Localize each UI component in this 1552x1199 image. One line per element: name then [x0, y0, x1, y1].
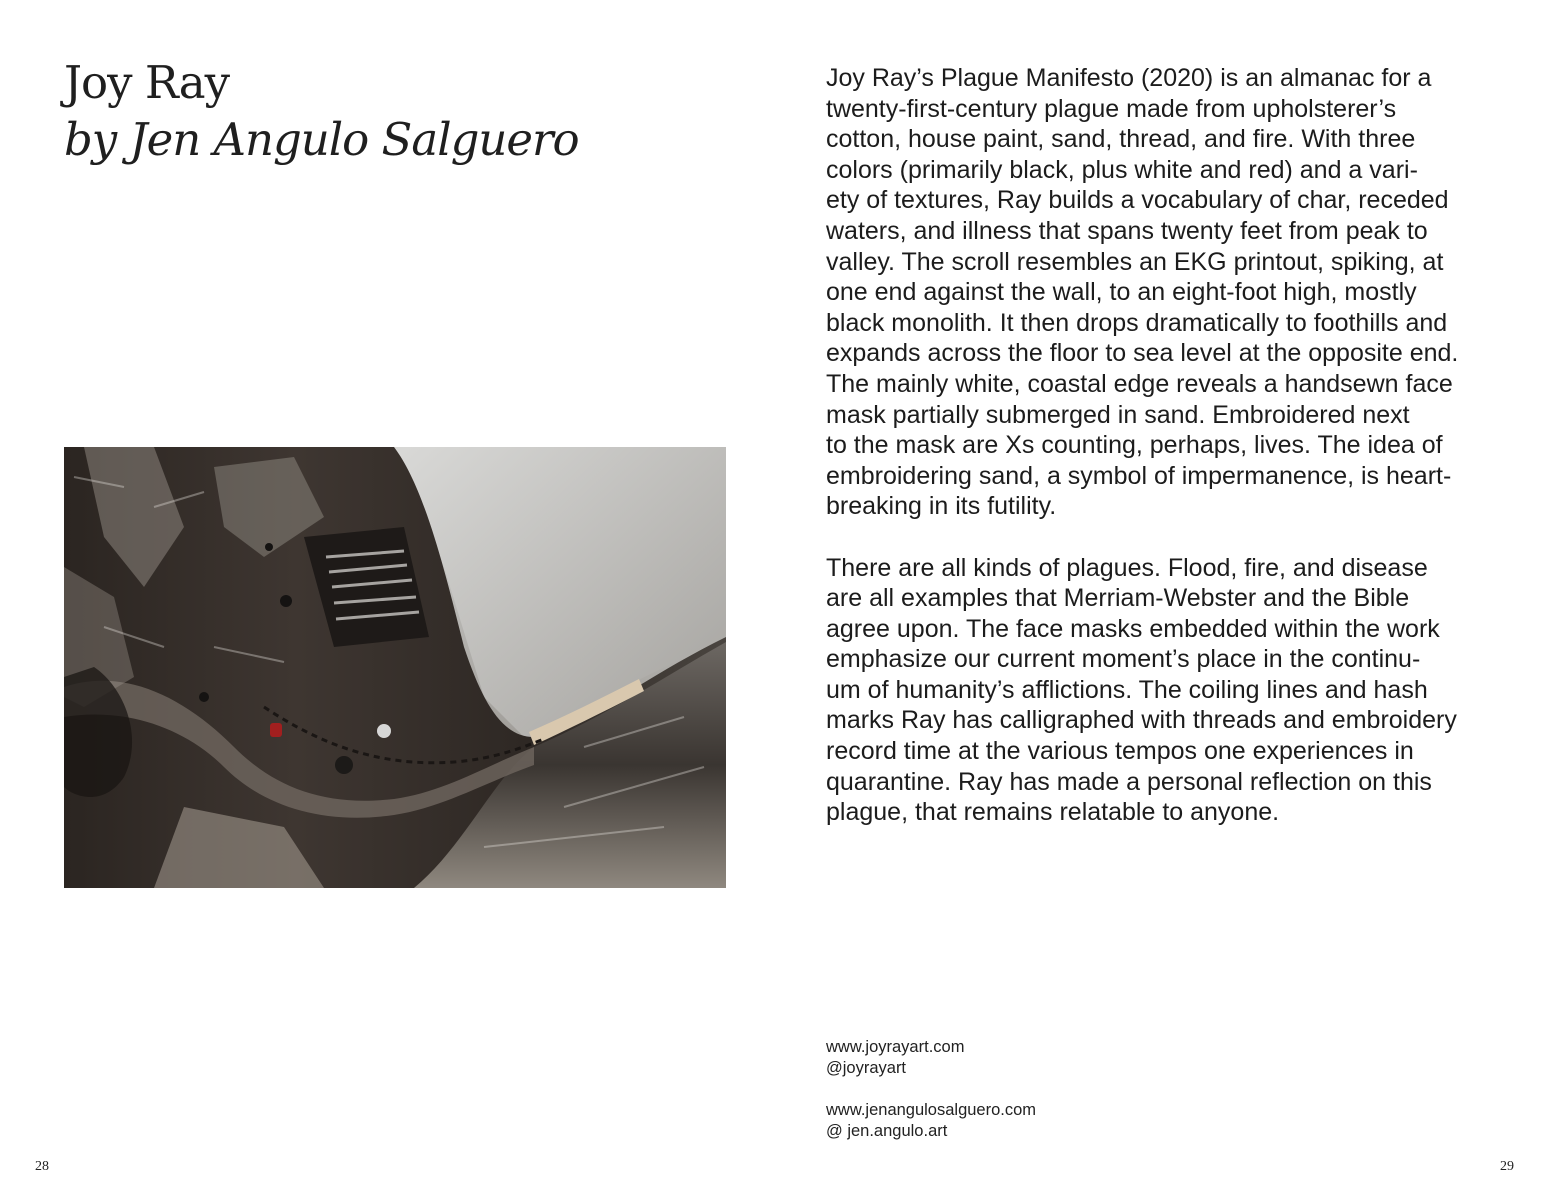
essay-line: mask partially submerged in sand. Embroidered next	[826, 400, 1410, 429]
essay-line: black monolith. It then drops dramatically to foothills and	[826, 308, 1448, 337]
essay-line: waters, and illness that spans twenty feet from peak to	[826, 216, 1428, 245]
contact-links	[826, 1037, 1226, 1142]
essay-line: Joy Ray’s Plague Manifesto (2020) is an almanac for a	[826, 64, 1432, 92]
article-title	[64, 54, 684, 168]
essay-line: one end against the wall, to an eight-foot high, mostly	[826, 278, 1417, 307]
essay-body	[826, 63, 1496, 828]
essay-line: um of humanity’s afflictions. The coiling lines and hash	[826, 675, 1428, 704]
essay-line: valley. The scroll resembles an EKG printout, spiking, at	[826, 247, 1444, 276]
essay-line: to the mask are Xs counting, perhaps, lives. The idea of	[826, 431, 1443, 460]
artwork-photo	[64, 447, 726, 888]
essay-line: expands across the floor to sea level at the opposite end.	[826, 339, 1459, 368]
page-number-right: 29	[1500, 1159, 1514, 1174]
essay-line: marks Ray has calligraphed with threads and embroidery	[826, 706, 1457, 735]
essay-line: agree upon. The face masks embedded within the work	[826, 614, 1440, 643]
essay-line: The mainly white, coastal edge reveals a handsewn face	[826, 369, 1453, 398]
essay-line: plague, that remains relatable to anyone.	[826, 798, 1280, 827]
artist-social-handle[interactable]: @joyrayart	[826, 1059, 907, 1077]
page-number-left: 28	[35, 1159, 49, 1174]
essay-line: breaking in its futility.	[826, 492, 1057, 521]
links-spacer	[826, 1079, 1226, 1100]
artist-website-link[interactable]: www.joyrayart.com	[826, 1038, 965, 1056]
essay-line: record time at the various tempos one experiences in	[826, 737, 1414, 766]
paragraph-spacer	[826, 522, 1496, 553]
author-social-handle[interactable]: @ jen.angulo.art	[826, 1122, 948, 1140]
essay-line: embroidering sand, a symbol of impermanence, is heart-	[826, 461, 1452, 490]
essay-line: are all examples that Merriam-Webster and the Bible	[826, 584, 1410, 613]
essay-line: twenty-first-century plague made from upholsterer’s	[826, 94, 1397, 123]
artwork-photo-illustration	[64, 447, 726, 888]
essay-line: There are all kinds of plagues. Flood, fire, and disease	[826, 553, 1428, 582]
essay-line: ety of textures, Ray builds a vocabulary of char, receded	[826, 186, 1449, 215]
essay-line: quarantine. Ray has made a personal reflection on this	[826, 767, 1432, 796]
artist-name-heading: Joy Ray	[64, 56, 230, 109]
author-byline: by Jen Angulo Salguero	[64, 113, 579, 166]
essay-line: cotton, house paint, sand, thread, and fire. With three	[826, 125, 1416, 154]
essay-line: colors (primarily black, plus white and red) and a vari-	[826, 155, 1418, 184]
author-website-link[interactable]: www.jenangulosalguero.com	[826, 1101, 1037, 1119]
essay-line: emphasize our current moment’s place in the continu-	[826, 645, 1421, 674]
